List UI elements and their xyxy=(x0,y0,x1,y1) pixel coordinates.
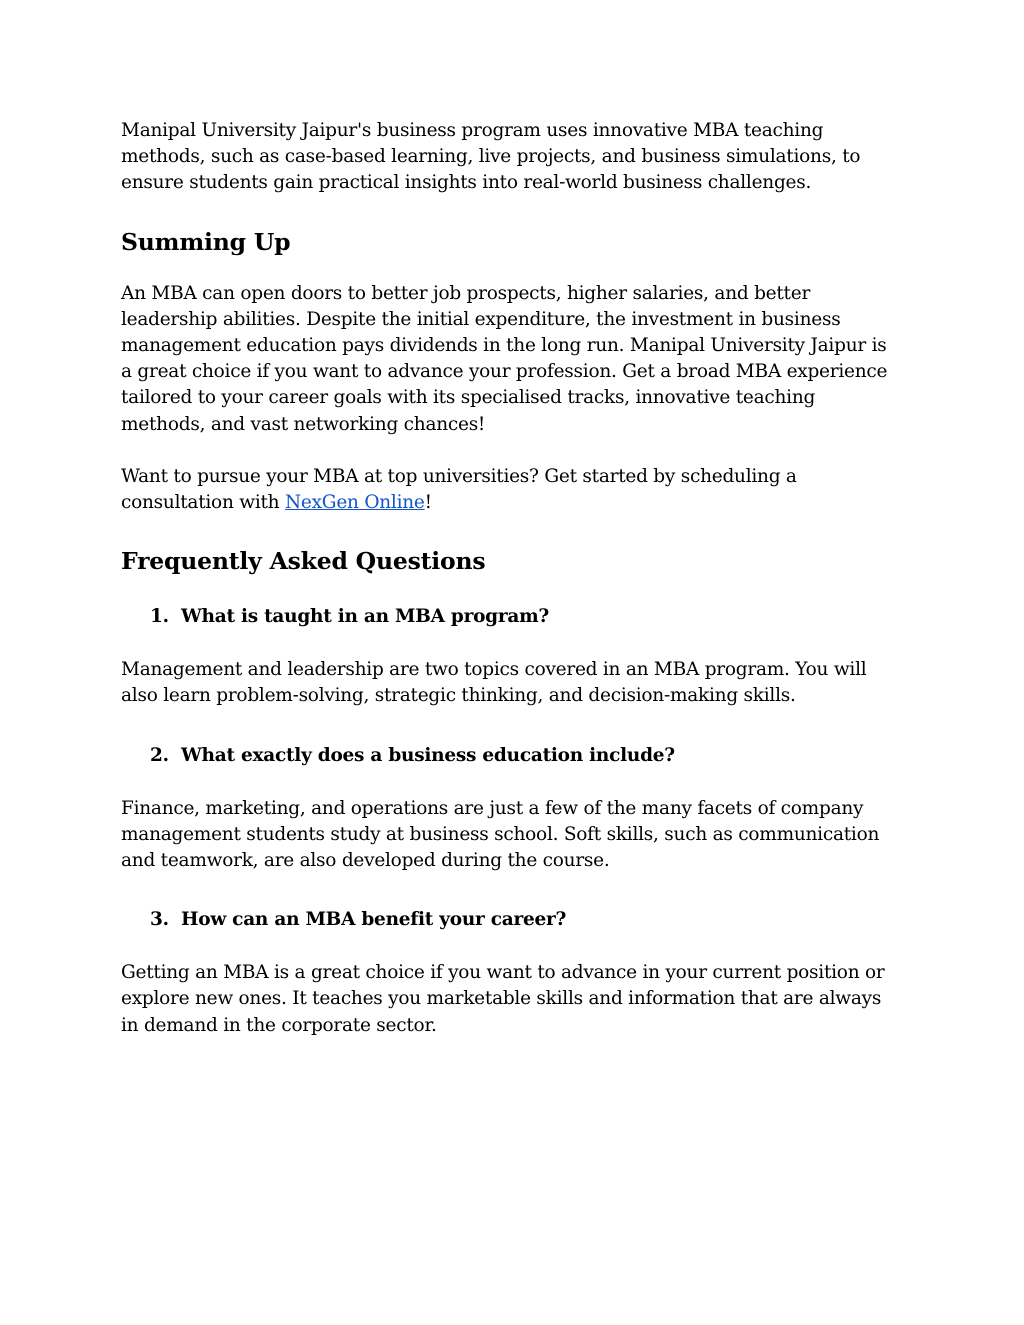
faq-question-number: 1. xyxy=(150,606,169,628)
faq-question-text: How can an MBA benefit your career? xyxy=(181,909,567,931)
cta-text: Want to pursue your MBA at top universities? Get started by scheduling a consultation with xyxy=(121,465,797,514)
intro-paragraph: Manipal University Jaipur's business program uses innovative MBA teaching methods, such as case-based learning, live projects, and business simulations, to ensure students gain practical insights into real-world business challenges. xyxy=(121,120,861,194)
cta-punctuation: ! xyxy=(424,492,432,514)
faq-question-number: 3. xyxy=(150,909,169,931)
document-page xyxy=(121,118,901,1039)
nexgen-online-link[interactable]: NexGen Online xyxy=(284,492,425,514)
summing-up-paragraph: An MBA can open doors to better job prospects, higher salaries, and better leadership abilities. Despite the initial expenditure, the investment in business management education pays dividends in the long run. Manipal University Jaipur is a great choice if you want to advance your profession. Get a broad MBA experience tailored to your career goals with its specialised tracks, innovative teaching methods, and vast networking chances! xyxy=(121,282,888,435)
faq-answer-1: Management and leadership are two topics covered in an MBA program. You will also learn problem-solving, strategic thinking, and decision-making skills. xyxy=(121,659,867,707)
faq-question-text: What is taught in an MBA program? xyxy=(181,606,550,628)
faq-heading: Frequently Asked Questions xyxy=(121,547,486,576)
faq-question-2 xyxy=(121,743,901,769)
cta-paragraph xyxy=(121,464,901,516)
faq-answer-2: Finance, marketing, and operations are just a few of the many facets of company management students study at business school. Soft skills, such as communication and teamwork, are also developed during the course. xyxy=(121,797,880,872)
faq-question-3 xyxy=(121,907,901,933)
summing-up-heading: Summing Up xyxy=(121,227,291,256)
faq-question-number: 2. xyxy=(150,744,169,766)
faq-answer-3: Getting an MBA is a great choice if you want to advance in your current position or explore new ones. It teaches you marketable skills and information that are always in demand in the corporate sector. xyxy=(121,962,885,1036)
faq-question-1 xyxy=(121,604,901,630)
faq-question-text: What exactly does a business education include? xyxy=(181,744,675,766)
